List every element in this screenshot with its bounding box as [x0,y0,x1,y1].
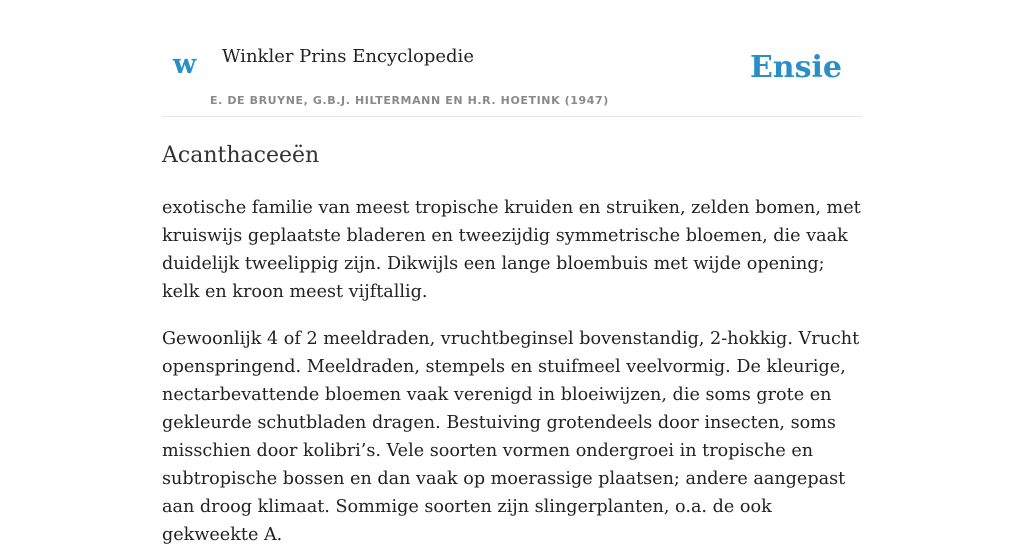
brand-logo[interactable]: Ensie [749,50,842,85]
source-header [162,0,862,117]
article-paragraph: exotische familie van meest tropische kruiden en struiken, zelden bomen, met kruiswijs geplaatste bladeren en tweezijdig symmetrische bloemen, die vaak duidelijk tweelippig zijn. Dikwijls een lange bloembuis met wijde opening; kelk en kroon meest vijftallig. [162,197,861,302]
article-page [162,0,862,549]
source-title[interactable]: Winkler Prins Encyclopedie [222,46,474,67]
source-authors: E. DE BRUYNE, G.B.J. HILTERMANN EN H.R. HOETINK (1947) [210,94,609,107]
article-paragraph: Gewoonlijk 4 of 2 meeldraden, vruchtbeginsel bovenstandig, 2-hokkig. Vrucht openspringend. Meeldraden, stempels en stuifmeel veelvormig. De kleurige, nectarbevattende bloemen vaak verenigd in bloeiwijzen, die soms grote en gekleurde schutbladen dragen. Bestuiving grotendeels door insecten, soms misschien door kolibri’s. Vele soorten vormen ondergroei in tropische en subtropische bossen en dan vaak op moerassige plaatsen; andere aangepast aan droog klimaat. Sommige soorten zijn slingerplanten, o.a. de ook gekweekte A. [162,328,860,545]
article-title: Acanthaceeën [162,143,320,168]
source-logo[interactable]: w [173,49,197,80]
